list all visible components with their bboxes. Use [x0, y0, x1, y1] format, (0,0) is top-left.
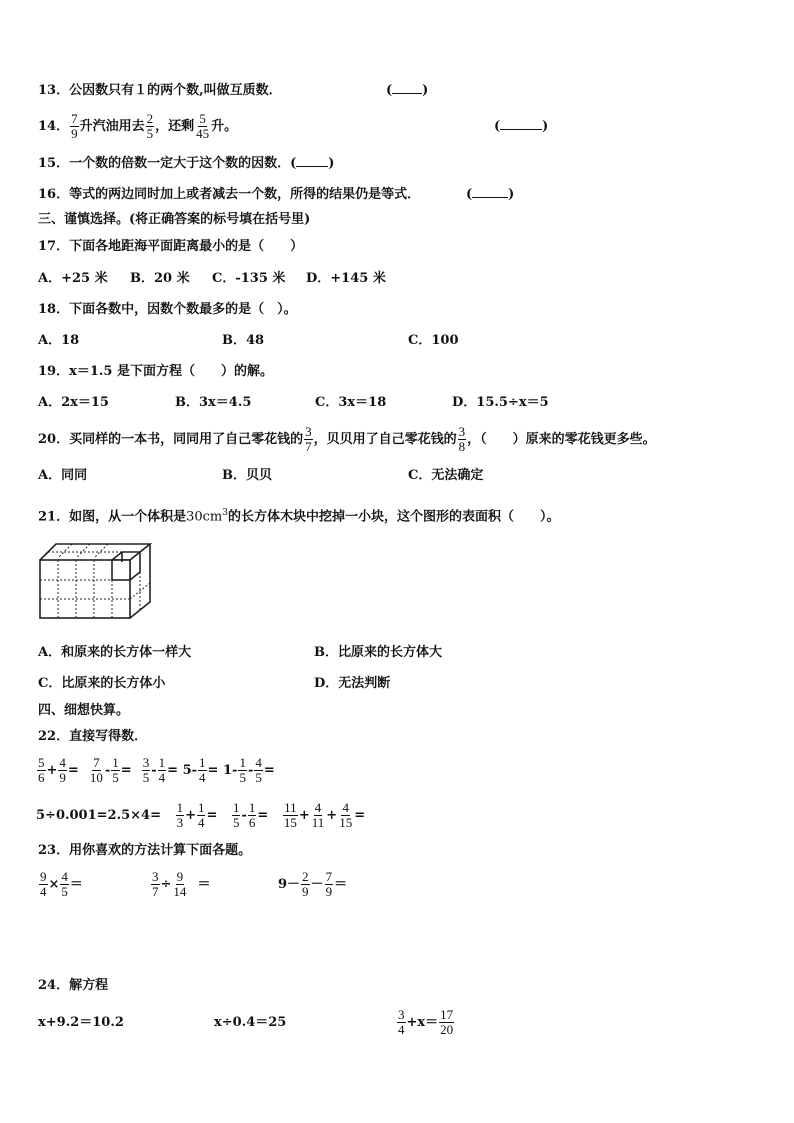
question-14 [38, 108, 237, 146]
fraction [39, 870, 48, 899]
paren-left: ( [386, 83, 393, 98]
option-19-d[interactable]: D．15.5÷x＝5 [452, 395, 549, 410]
numerator: 7 [71, 111, 78, 126]
equation-3 [396, 1004, 455, 1042]
paren-left: ( [466, 187, 473, 202]
volume-exponent: 3 [222, 508, 228, 518]
denominator: 4 [398, 1022, 405, 1037]
fraction [248, 801, 257, 830]
denominator: 4 [199, 770, 206, 785]
denominator: 14 [173, 884, 187, 899]
numerator: 1 [199, 755, 206, 770]
option-21-b[interactable]: B．比原来的长方体大 [314, 645, 442, 660]
operator: － [310, 877, 324, 892]
paren-right: ) [508, 187, 515, 202]
operator: = [120, 763, 132, 778]
option-18-b[interactable]: B．48 [222, 333, 265, 348]
numerator: 2 [146, 111, 154, 126]
numerator: 3 [305, 424, 312, 439]
option-19-c[interactable]: C．3x＝18 [315, 395, 387, 410]
operator: = [167, 763, 179, 778]
fraction [198, 756, 207, 785]
numerator: 3 [142, 755, 150, 770]
operator: + [298, 808, 310, 823]
denominator: 5 [239, 770, 246, 785]
fraction [238, 756, 247, 785]
denominator: 4 [197, 815, 205, 830]
operator: = [206, 808, 218, 823]
numerator: 7 [93, 755, 100, 770]
operator: ÷ [160, 877, 172, 892]
calc-expression-3 [278, 866, 347, 904]
answer-blank-13[interactable] [386, 82, 428, 100]
numerator: 3 [152, 869, 159, 884]
operator: - [241, 808, 247, 823]
expression-text: 9－ [278, 877, 301, 892]
operator: = [257, 808, 269, 823]
option-17-c[interactable]: C．-135 米 [212, 271, 286, 286]
fraction [232, 801, 241, 830]
fraction [158, 756, 167, 785]
operator: = [354, 808, 366, 823]
question-text: 等式的两边同时加上或者减去一个数，所得的结果仍是等式． [69, 187, 421, 202]
option-17-a[interactable]: A．+25 米 [38, 271, 108, 286]
fraction [311, 801, 326, 830]
question-15 [38, 155, 334, 173]
question-18-stem: 18．下面各数中，因数个数最多的是（ ）。 [38, 302, 297, 317]
question-number: 16． [38, 187, 70, 202]
fraction [172, 870, 187, 899]
expression-text: 5- [182, 763, 198, 778]
question-number: 15． [38, 156, 70, 171]
numerator: 9 [40, 869, 47, 884]
numerator: 1 [239, 755, 246, 770]
denominator: 11 [311, 815, 325, 830]
operator: × [48, 877, 60, 892]
expression-text: 1- [222, 763, 238, 778]
numerator: 4 [342, 800, 349, 815]
question-text: 21．如图，从一个体积是 [38, 509, 187, 525]
option-20-a[interactable]: A．同同 [38, 468, 88, 483]
numerator: 3 [398, 1007, 405, 1022]
answer-blank-16[interactable] [466, 186, 514, 204]
denominator: 6 [248, 815, 256, 830]
blank-line [392, 83, 422, 94]
denominator: 45 [196, 126, 210, 141]
numerator: 4 [59, 755, 66, 770]
fraction [151, 870, 160, 899]
fraction [142, 756, 151, 785]
fraction [325, 870, 334, 899]
question-13 [38, 82, 282, 100]
question-text: 一个数的倍数一定大于这个数的因数．( [69, 156, 297, 171]
operator: + [46, 763, 58, 778]
option-18-a[interactable]: A．18 [38, 333, 80, 348]
fraction [301, 870, 310, 899]
option-20-c[interactable]: C．无法确定 [408, 468, 484, 483]
paren-right: ) [422, 83, 429, 98]
fraction [304, 425, 313, 454]
denominator: 9 [71, 126, 78, 141]
question-20-stem [38, 421, 656, 459]
option-17-b[interactable]: B．20 米 [130, 271, 190, 286]
numerator: 1 [176, 800, 184, 815]
question-text: 升。 [211, 119, 238, 134]
denominator: 9 [302, 884, 309, 899]
numerator: 4 [314, 800, 322, 815]
operator: ＝ [334, 877, 348, 892]
paren-right: ) [328, 156, 335, 171]
operator: + [185, 808, 196, 823]
question-19-stem: 19．x＝1.5 是下面方程（ ）的解。 [38, 364, 273, 379]
fraction [146, 112, 155, 141]
denominator: 7 [152, 884, 159, 899]
question-24-stem: 24．解方程 [38, 978, 109, 993]
option-19-b[interactable]: B．3x＝4.5 [175, 395, 252, 410]
denominator: 5 [232, 815, 240, 830]
expression-text: 2.5×4= [107, 808, 161, 823]
denominator: 15 [283, 815, 297, 830]
question-text: ，（ ）原来的零花钱更多些。 [467, 432, 656, 447]
denominator: 5 [146, 126, 154, 141]
fraction [397, 1008, 406, 1037]
option-20-b[interactable]: B．贝贝 [222, 468, 272, 483]
question-21-stem [38, 504, 560, 526]
volume-value: 30cm [186, 509, 223, 525]
denominator: 4 [40, 884, 47, 899]
blank-line [500, 119, 542, 130]
answer-blank-14[interactable] [494, 118, 548, 136]
question-text: 公因数只有１的两个数,叫做互质数． [69, 83, 282, 98]
fraction [458, 425, 467, 454]
denominator: 9 [59, 770, 66, 785]
operator: ＝ [69, 877, 83, 892]
fraction [197, 801, 206, 830]
question-text: 20．买同样的一本书，同同用了自己零花钱的 [38, 432, 304, 447]
numerator: 1 [158, 755, 166, 770]
option-17-d[interactable]: D．+145 米 [306, 271, 386, 286]
fraction [70, 112, 79, 141]
denominator: 3 [176, 815, 184, 830]
cuboid-figure [38, 540, 154, 622]
numerator: 11 [284, 800, 297, 815]
question-17-stem: 17．下面各地距海平面距离最小的是（ ） [38, 239, 304, 254]
question-text: 升汽油用去 [79, 119, 145, 134]
denominator: 10 [89, 770, 103, 785]
numerator: 1 [112, 755, 119, 770]
option-21-d[interactable]: D．无法判断 [314, 676, 391, 691]
fraction [89, 756, 104, 785]
operator: ＝ [197, 877, 211, 892]
equation-2: x÷0.4＝25 [214, 1015, 287, 1030]
option-18-c[interactable]: C．100 [408, 333, 459, 348]
numerator: 1 [248, 800, 256, 815]
operator: = [67, 763, 79, 778]
section-title-3: 三、谨慎选择。(将正确答案的标号填在括号里) [38, 212, 311, 227]
operator: - [104, 763, 111, 778]
fraction [60, 870, 69, 899]
denominator: 15 [339, 815, 353, 830]
denominator: 5 [142, 770, 150, 785]
question-number: 14． [38, 119, 70, 134]
denominator: 6 [38, 770, 45, 785]
numerator: 5 [199, 111, 206, 126]
numerator: 3 [458, 424, 466, 439]
question-22-stem: 22．直接写得数． [38, 729, 148, 744]
denominator: 8 [458, 439, 466, 454]
denominator: 5 [112, 770, 119, 785]
numerator: 9 [176, 869, 184, 884]
numerator: 1 [197, 800, 205, 815]
option-21-c[interactable]: C．比原来的长方体小 [38, 676, 166, 691]
operator: - [247, 763, 254, 778]
fraction [283, 801, 298, 830]
equation-1: x+9.2＝10.2 [38, 1015, 124, 1030]
fraction [176, 801, 185, 830]
blank-line [472, 187, 508, 198]
numerator: 4 [61, 869, 68, 884]
question-23-stem: 23．用你喜欢的方法计算下面各题。 [38, 843, 252, 858]
question-text: ，贝贝用了自己零花钱的 [313, 432, 457, 447]
operator: - [151, 763, 157, 778]
numerator: 5 [38, 755, 45, 770]
question-number: 13． [38, 83, 70, 98]
mental-math-row-2 [36, 797, 365, 835]
paren-right: ) [542, 119, 549, 134]
fraction [338, 801, 353, 830]
fraction [439, 1008, 454, 1037]
mental-math-row-1 [36, 752, 275, 790]
calc-expression-1 [38, 866, 83, 904]
denominator: 5 [255, 770, 262, 785]
fraction [58, 756, 67, 785]
fraction [37, 756, 46, 785]
numerator: 17 [440, 1007, 454, 1022]
option-21-a[interactable]: A．和原来的长方体一样大 [38, 645, 192, 660]
denominator: 20 [440, 1022, 454, 1037]
operator: = [263, 763, 275, 778]
numerator: 1 [232, 800, 240, 815]
expression-text: 5÷0.001= [36, 808, 108, 823]
answer-blank-15[interactable] [296, 156, 328, 167]
fraction [195, 112, 210, 141]
operator: = [207, 763, 219, 778]
denominator: 7 [305, 439, 312, 454]
denominator: 4 [158, 770, 166, 785]
denominator: 5 [61, 884, 68, 899]
question-16 [38, 186, 420, 204]
numerator: 7 [325, 869, 333, 884]
section-title-4: 四、细想快算。 [38, 703, 130, 718]
paren-left: ( [494, 119, 501, 134]
question-text: ，还剩 [155, 119, 195, 134]
expression-text: +x＝ [406, 1015, 439, 1030]
question-text: 的长方体木块中挖掉一小块，这个图形的表面积（ ）。 [227, 509, 560, 525]
numerator: 4 [255, 755, 262, 770]
denominator: 9 [325, 884, 333, 899]
operator: + [326, 808, 338, 823]
calc-expression-2 [150, 866, 210, 904]
numerator: 2 [302, 869, 309, 884]
option-19-a[interactable]: A．2x＝15 [38, 395, 109, 410]
fraction [111, 756, 120, 785]
fraction [254, 756, 263, 785]
